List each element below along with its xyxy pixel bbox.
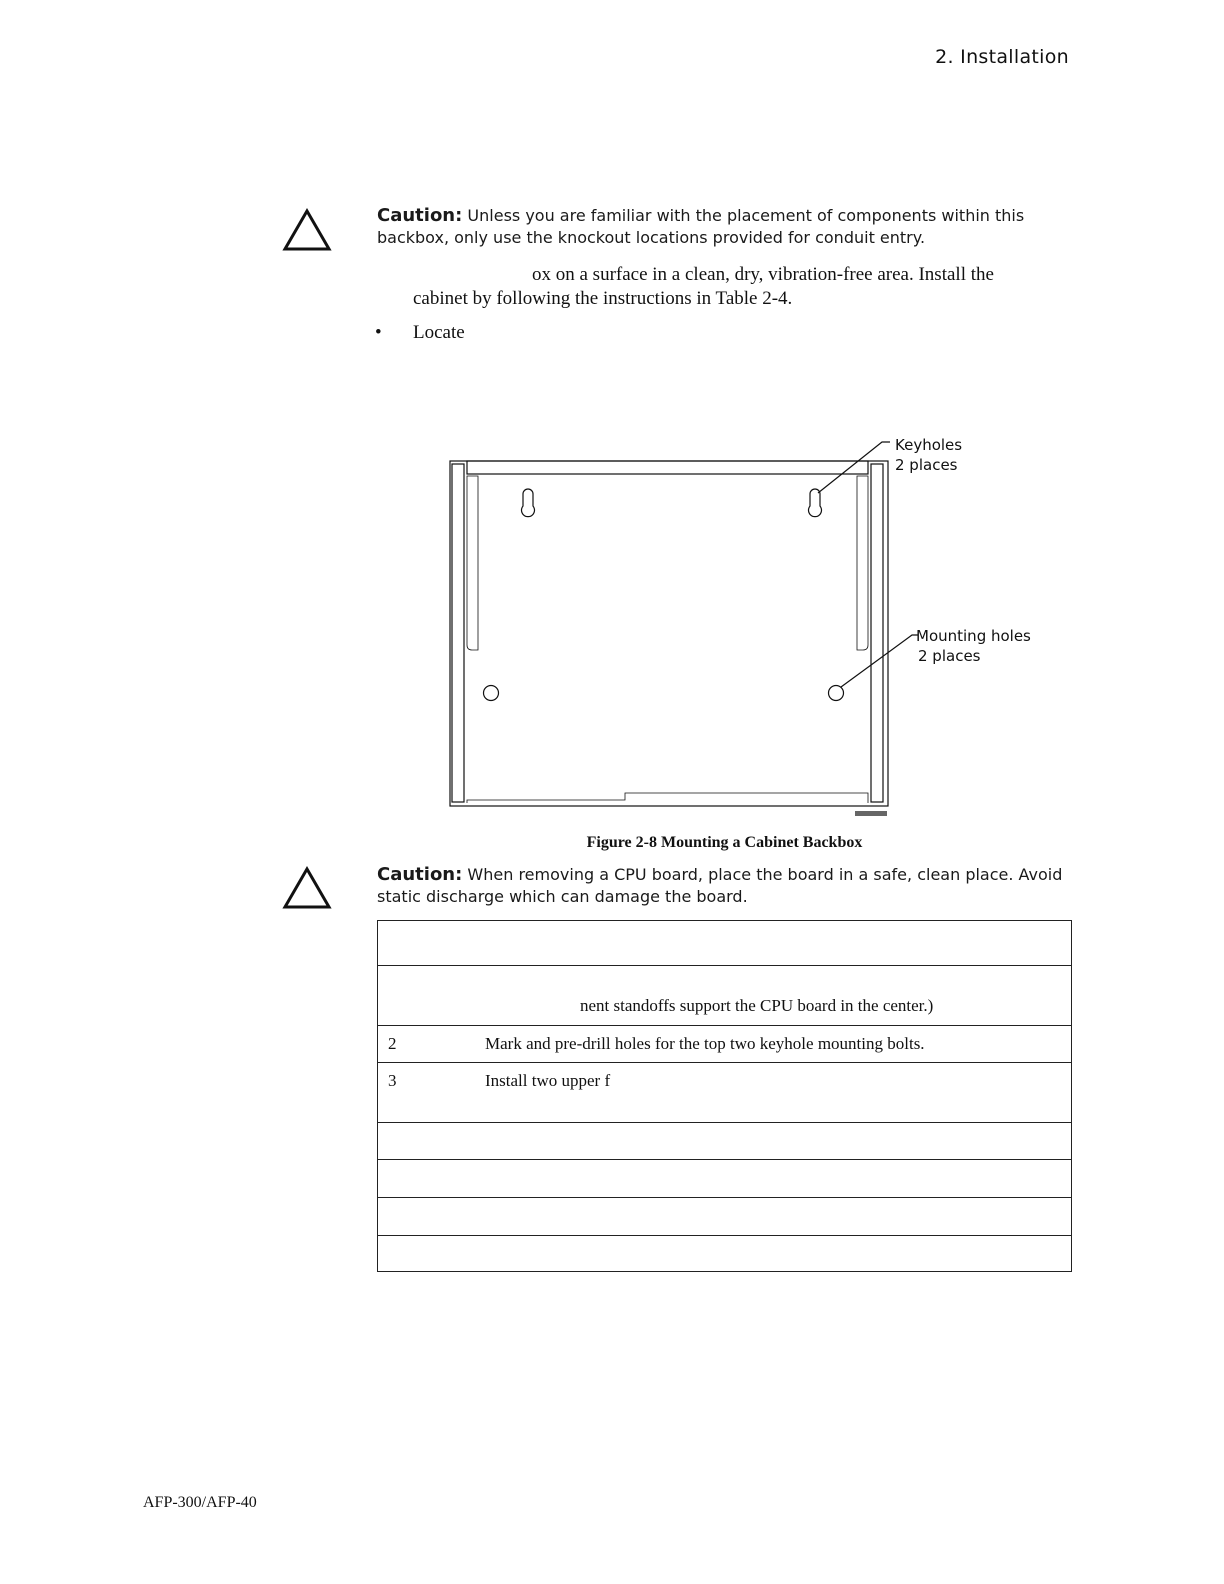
caution-triangle-icon: [282, 866, 332, 910]
table-row: [378, 1198, 1072, 1236]
mounting-hole-left-icon: [484, 686, 499, 701]
step-description: Install two upper f: [475, 1063, 1072, 1123]
figure-caption: Figure 2-8 Mounting a Cabinet Backbox: [586, 834, 863, 851]
step-description: nent standoffs support the CPU board in the center.): [475, 966, 1072, 1026]
body-paragraph-line1: ox on a surface in a clean, dry, vibration-free area. Install the: [532, 264, 994, 285]
mounting-holes-count: 2 places: [918, 647, 981, 665]
page-footer: AFP-300/AFP-40: [143, 1494, 257, 1511]
table-row: [378, 1236, 1072, 1272]
keyholes-leader-line: [818, 442, 890, 493]
installation-steps-table: [377, 920, 1072, 1272]
step-number: [378, 1160, 476, 1198]
step-description: Mark and pre-drill holes for the top two keyhole mounting bolts.: [475, 1026, 1072, 1063]
keyhole-left-icon: [522, 489, 535, 517]
top-lip: [467, 461, 868, 474]
bullet-text: Locate: [413, 322, 465, 343]
step-number: 3: [378, 1063, 476, 1123]
backbox-figure: [430, 430, 1050, 830]
right-flange: [871, 464, 883, 802]
table-row: [378, 1160, 1072, 1198]
cabinet-outline: [450, 461, 888, 806]
running-header: 2. Installation: [935, 46, 1069, 68]
caution-label: Caution:: [377, 864, 463, 885]
caution-text: When removing a CPU board, place the board in a safe, clean place. Avoid static discharge which can damage the board.: [377, 865, 1063, 906]
step-description: [475, 1236, 1072, 1272]
step-number: [378, 966, 476, 1026]
step-number: [378, 921, 476, 966]
step-number: 2: [378, 1026, 476, 1063]
keyholes-label: Keyholes: [895, 436, 963, 454]
step-number: [378, 1123, 476, 1160]
step-description: [475, 921, 1072, 966]
caution-label: Caution:: [377, 205, 463, 226]
table-row: [378, 1063, 1072, 1123]
table-row: [378, 1123, 1072, 1160]
step-number: [378, 1198, 476, 1236]
table-row: [378, 966, 1072, 1026]
step-description: [475, 1123, 1072, 1160]
bullet-symbol: •: [375, 322, 382, 343]
step-description: [475, 1160, 1072, 1198]
step-description: [475, 1198, 1072, 1236]
mounting-hole-right-icon: [829, 686, 844, 701]
mounting-leader-line: [841, 635, 918, 687]
table-row: [378, 921, 1072, 966]
body-paragraph-line2: cabinet by following the instructions in Table 2-4.: [413, 288, 793, 309]
caution-text: Unless you are familiar with the placement of components within this backbox, only use the knockout locations provided for conduit entry.: [377, 206, 1025, 247]
left-flange: [452, 464, 464, 802]
mounting-holes-label: Mounting holes: [916, 627, 1031, 645]
caution-note: [377, 864, 1077, 908]
step-number: [378, 1236, 476, 1272]
keyhole-right-icon: [809, 489, 822, 517]
caution-note: [377, 205, 1077, 249]
caution-triangle-icon: [282, 208, 332, 252]
keyholes: [522, 489, 822, 517]
keyholes-count: 2 places: [895, 456, 958, 474]
table-row: [378, 1026, 1072, 1063]
figure-id-mark: [855, 811, 887, 816]
